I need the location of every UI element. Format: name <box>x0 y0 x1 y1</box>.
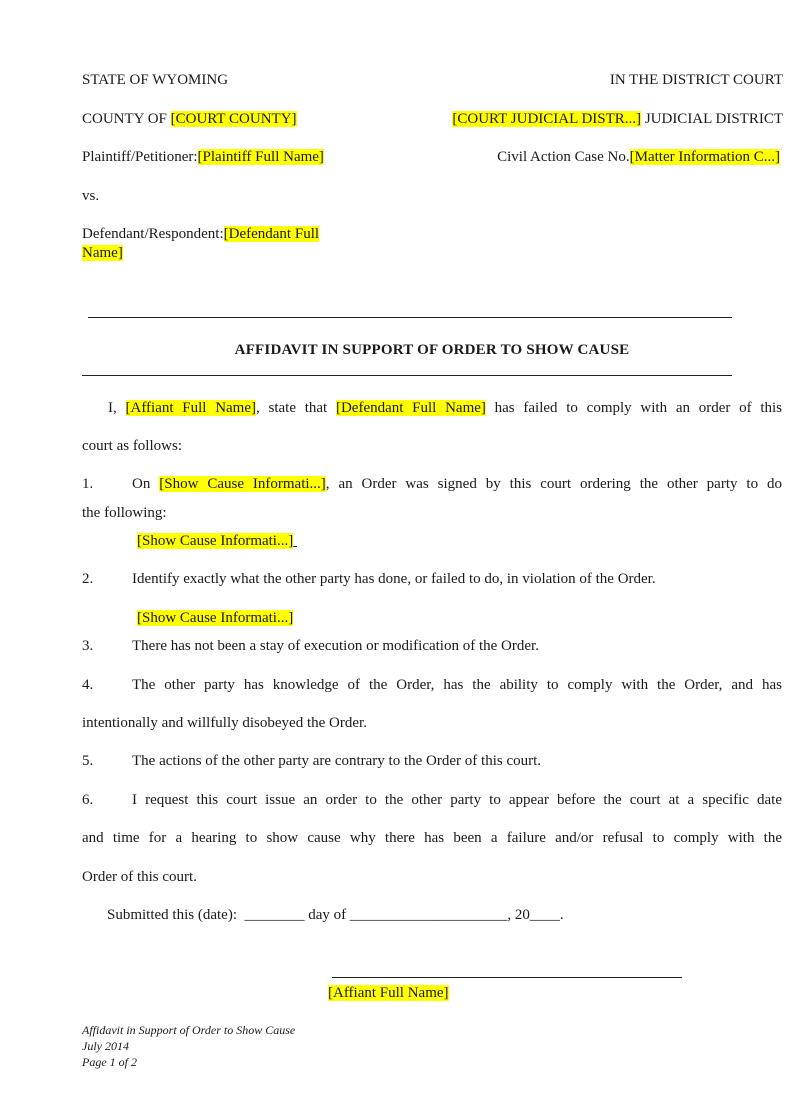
item-1-number: 1. <box>82 476 94 492</box>
item-3 <box>82 636 539 656</box>
intro-line-1 <box>108 398 782 418</box>
footer-page-number: Page 1 of 2 <box>82 1055 137 1069</box>
defendant-line <box>82 224 319 244</box>
item-5 <box>82 751 541 771</box>
item-4-line-2: intentionally and willfully disobeyed the Order. <box>82 715 367 731</box>
signature-affiant-field[interactable]: [Affiant Full Name] <box>328 985 449 1001</box>
county-field[interactable]: [COURT COUNTY] <box>170 111 297 127</box>
case-number-line <box>497 147 780 167</box>
defendant-name-field-cont[interactable]: Name] <box>82 245 123 261</box>
item-6-line-2: and time for a hearing to show cause why there has been a failure and/or refusal to comply with the <box>82 830 782 846</box>
judicial-district-field[interactable]: [COURT JUDICIAL DISTR...] <box>452 111 642 127</box>
intro-text-1: I, <box>108 400 126 416</box>
case-number-field[interactable]: [Matter Information C...] <box>629 149 780 165</box>
intro-defendant-field[interactable]: [Defendant Full Name] <box>335 400 486 416</box>
item-2-text: Identify exactly what the other party has done, or failed to do, in violation of the Order. <box>132 571 656 587</box>
case-number-label: Civil Action Case No. <box>497 149 630 165</box>
order-date-field[interactable]: [Show Cause Informati...] <box>159 476 326 492</box>
item-1-text-a: On <box>132 476 160 492</box>
signature-name-line <box>328 983 449 1003</box>
plaintiff-label: Plaintiff/Petitioner: <box>82 149 198 165</box>
item-1-text-b: , an Order was signed by this court ordering the other party to do <box>325 476 782 492</box>
item-4-number: 4. <box>82 677 94 693</box>
order-terms-field[interactable]: [Show Cause Informati...] <box>137 533 294 549</box>
item-4-line-1 <box>82 675 782 695</box>
defendant-label: Defendant/Respondent: <box>82 226 224 242</box>
item-2 <box>82 569 656 589</box>
versus-label: vs. <box>82 188 100 204</box>
submitted-date-line[interactable]: Submitted this (date): ________ day of _____________________, 20____. <box>107 907 564 923</box>
item-5-number: 5. <box>82 753 94 769</box>
item-6-number: 6. <box>82 792 94 808</box>
item-2-number: 2. <box>82 571 94 587</box>
footer-date: July 2014 <box>82 1039 129 1053</box>
document-title: AFFIDAVIT IN SUPPORT OF ORDER TO SHOW CAUSE <box>234 342 630 358</box>
intro-text-3: has failed to comply with an order of this <box>485 400 783 416</box>
violation-line <box>137 608 293 628</box>
county-label: COUNTY OF <box>82 111 167 127</box>
county-line <box>82 109 297 129</box>
affiant-name-field[interactable]: [Affiant Full Name] <box>125 400 257 416</box>
item-5-text: The actions of the other party are contrary to the Order of this court. <box>132 753 542 769</box>
court-label: IN THE DISTRICT COURT <box>609 72 783 88</box>
item-3-text: There has not been a stay of execution or modification of the Order. <box>132 638 539 654</box>
order-terms-line <box>137 531 297 551</box>
item-3-number: 3. <box>82 638 94 654</box>
state-label: STATE OF WYOMING <box>82 72 229 88</box>
intro-line-2: court as follows: <box>82 438 182 454</box>
item-4-text-1: The other party has knowledge of the Order, has the ability to comply with the Order, and has <box>132 677 782 693</box>
defendant-name-field[interactable]: [Defendant Full <box>223 226 320 242</box>
item-1-line-2: the following: <box>82 505 167 521</box>
footer-form-title: Affidavit in Support of Order to Show Cause <box>82 1023 296 1037</box>
plaintiff-name-field[interactable]: [Plaintiff Full Name] <box>197 149 324 165</box>
title-top-rule <box>88 317 732 318</box>
district-line <box>452 109 783 129</box>
plaintiff-line <box>82 147 324 167</box>
signature-line[interactable] <box>332 977 682 978</box>
intro-text-2: , state that <box>256 400 336 416</box>
violation-field[interactable]: [Show Cause Informati...] <box>137 610 294 626</box>
item-6-line-1 <box>82 790 782 810</box>
title-bottom-rule <box>82 375 732 376</box>
district-label: JUDICIAL DISTRICT <box>644 111 783 127</box>
defendant-line-2 <box>82 243 123 263</box>
item-1-line-1 <box>82 474 782 494</box>
item-6-text-1: I request this court issue an order to the other party to appear before the court at a specific date <box>132 792 782 808</box>
item-6-line-3: Order of this court. <box>82 869 197 885</box>
